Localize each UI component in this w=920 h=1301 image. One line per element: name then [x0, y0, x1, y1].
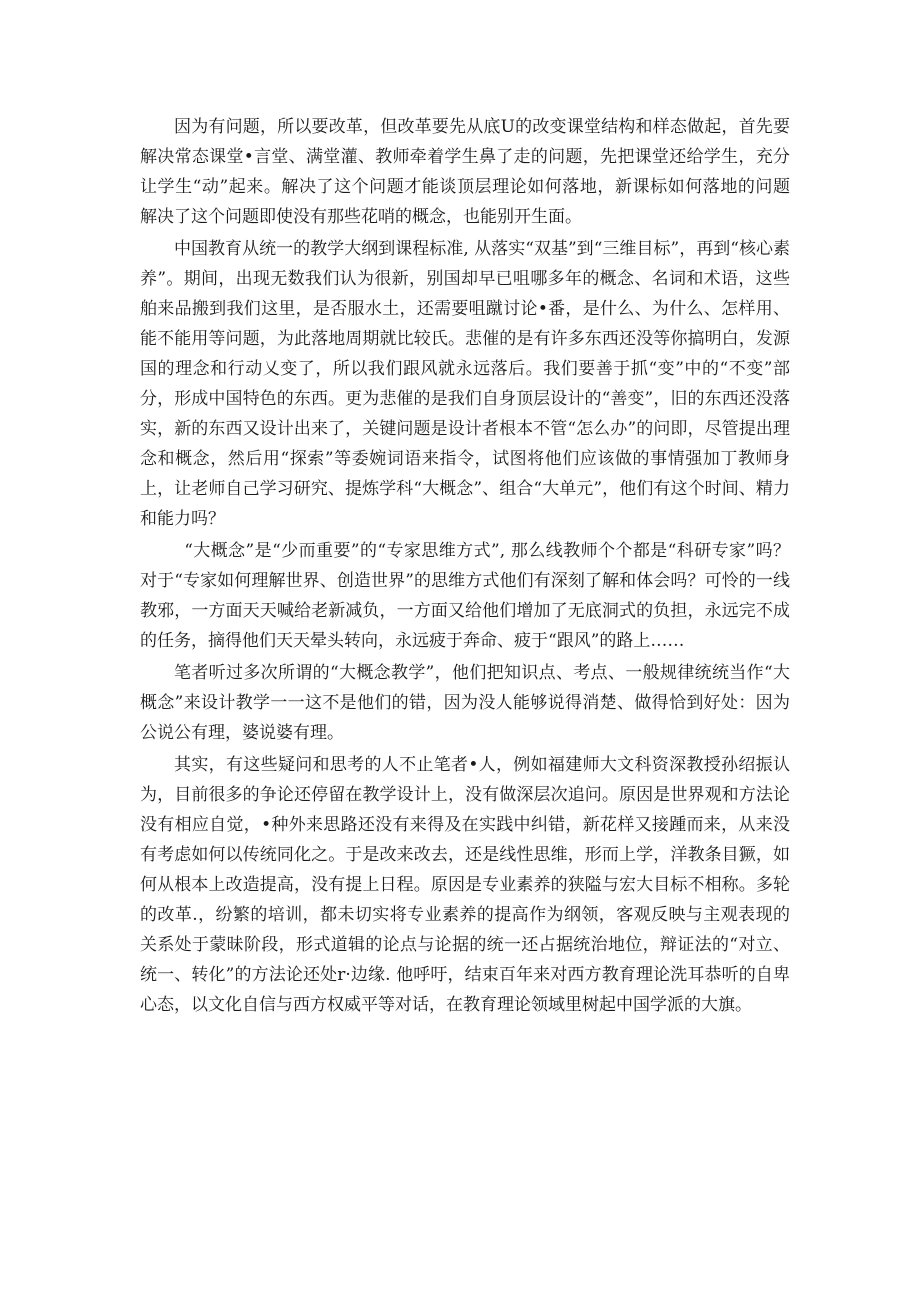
paragraph-1: 因为有问题，所以要改革，但改革要先从底U的改变课堂结构和样态做起，首先要解决常态课堂•言堂、满堂灌、教师牵着学生鼻了走的问题，先把课堂还给学生，充分让学生“动”起来。解决了这个问题才能谈顶层理论如何落地，新课标如何落地的问题 解决了这个问题即使没有那些花哨的概念，也能别开生面。 [140, 117, 790, 227]
paragraph-5: 其实，有这些疑问和思考的人不止笔者•人，例如福建师大文科资深教授孙绍振认为，目前很多的争论还停留在教学设计上，没有做深层次追问。原因是世界观和方法论没有相应自觉，•种外来思路还没有来得及在实践中纠错，新花样又接踵而来，从来没有考虑如何以传统同化之。于是改来改去，还是线性思维，形而上学，洋教条目獗，如何从根本上改造提高，没有提上日程。原因是专业素养的狭隘与宏大目标不相称。多轮的改革.，纷繁的培训，都未切实将专业素养的提高作为纲领，客观反映与主观表现的关系处于蒙昧阶段，形式道辑的论点与论据的统一还占据统治地位，辩证法的“对立、统一、转化”的方法论还处r·边缘. 他呼吁，结束百年来对西方教育理论洗耳恭听的自卑心态，以文化自信与西方权威平等对话，在教育理论领域里树起中国学派的大旗。 [140, 755, 790, 1015]
article-body [140, 112, 790, 1022]
paragraph-4: 笔者听过多次所谓的“大概念教学”，他们把知识点、考点、一般规律统统当作“大概念”来设计教学一一这不是他们的错，因为没人能够说得消楚、做得恰到好处：因为公说公有理，婆说婆有理。 [140, 663, 790, 743]
paragraph-2: 中国教育从统一的教学大纲到课程标准, 从落实“双基”到“三维目标”，再到“核心素养”。期间，出现无数我们认为很新，别国却早已咀哪多年的概念、名词和术语，这些舶来品搬到我们这里，是否服水土，还需要咀蹴讨论•番，是什么、为什么、怎样用、能不能用等问题，为此落地周期就比较氏。悲催的是有许多东西还没等你搞明白，发源国的理念和行动乂变了，所以我们跟风就永远落后。我们要善于抓“变”中的“不变”部分，形成中国特色的东西。更为悲催的是我们自身顶层设计的“善变”，旧的东西还没落实，新的东西又设计出来了，关键问题是设计者根本不管“怎么办”的问即，尽管提出理念和概念，然后用“探索”等委婉词语来指令，试图将他们应该做的事情强加丁教师身上，让老师自己学习研究、提炼学科“大概念”、组合“大单元”，他们有这个时间、精力和能力吗？ [140, 239, 790, 529]
paragraph-3: “大概念”是“少而重要”的“专家思维方式”, 那么线教师个个都是“科研专家”吗？对于“专家如何理解世界、创造世界”的思维方式他们有深刻了解和体会吗？可怜的一线教邪，一方面天天喊给老新减负，一方面又给他们增加了无底洞式的负担，永远完不成的任务，摘得他们天天晕头转向，永远疲于奔命、疲于“跟风”的路上…… [140, 541, 790, 651]
